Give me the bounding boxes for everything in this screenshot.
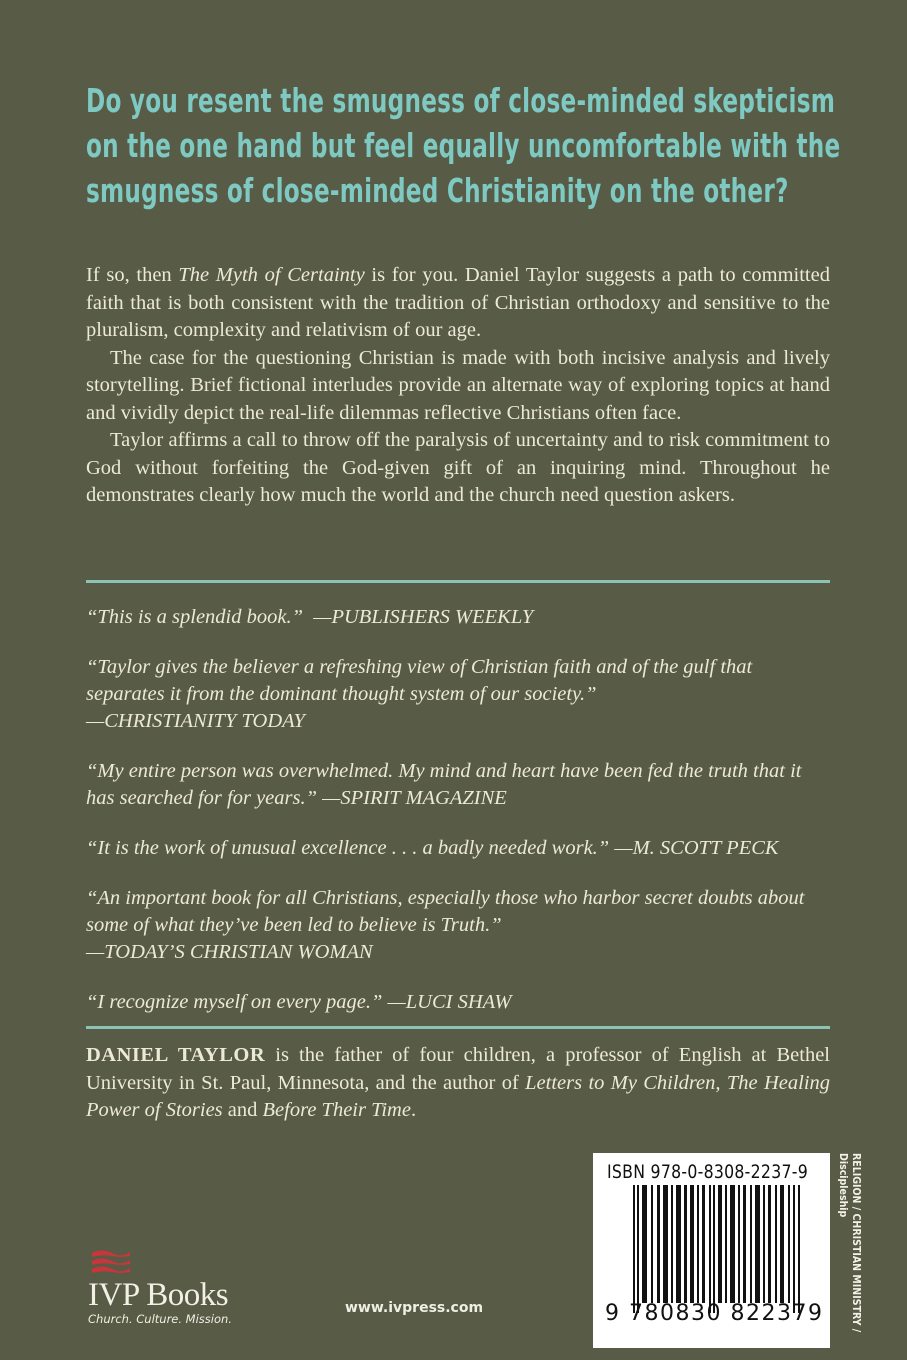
isbn-label: ISBN 978-0-8308-2237-9 bbox=[607, 1161, 808, 1183]
text: . bbox=[410, 1099, 417, 1121]
quote-source: —LUCI SHAW bbox=[387, 991, 512, 1013]
headline bbox=[86, 78, 847, 213]
isbn-digits: 9 780830 822379 bbox=[605, 1301, 824, 1326]
quote-text: “This is a splendid book.” bbox=[86, 606, 303, 628]
headline-line: on the one hand but feel equally uncomfortable with the bbox=[86, 126, 841, 165]
endorsement bbox=[86, 989, 830, 1016]
description bbox=[86, 262, 830, 510]
endorsement bbox=[86, 758, 830, 812]
divider bbox=[86, 580, 830, 583]
isbn-barcode bbox=[593, 1153, 830, 1348]
book-title: Letters to My Children, bbox=[525, 1071, 721, 1094]
quote-text: “Taylor gives the believer a refreshing view of Christian faith and of the gulf that separates it from the dominant thought system of our society.” bbox=[86, 656, 753, 705]
publisher-url: www.ivpress.com bbox=[345, 1300, 484, 1316]
text: is the father of four children, a professor of English at Bethel University in St. Paul, Minnesota, and the author of bbox=[86, 1044, 830, 1094]
quote-source: —CHRISTIANITY TODAY bbox=[86, 710, 305, 732]
description-paragraph: The case for the questioning Christian is made with both incisive analysis and lively storytelling. Brief fictional interludes provide an alternate way of exploring topics at hand and vividly depict the real-life dilemmas reflective Christians often face. bbox=[86, 346, 830, 424]
flag-icon bbox=[90, 1247, 132, 1277]
text: is for you. Daniel Taylor suggests a path to committed faith that is both consistent with the tradition of Christian orthodoxy and sensitive to the pluralism, complexity and relativism of our age. bbox=[86, 264, 830, 341]
book-title: The Myth of Certainty bbox=[178, 264, 365, 286]
endorsement bbox=[86, 885, 830, 966]
quote-text: “It is the work of unusual excellence . . . a badly needed work.” bbox=[86, 837, 610, 859]
endorsements bbox=[86, 604, 830, 1039]
book-title: The Healing Power of Stories bbox=[86, 1071, 831, 1121]
book-title: Before Their Time bbox=[262, 1099, 411, 1121]
category-line: Discipleship bbox=[837, 1153, 849, 1218]
text: and bbox=[222, 1099, 263, 1121]
endorsement bbox=[86, 835, 830, 862]
quote-source: —TODAY’S CHRISTIAN WOMAN bbox=[86, 941, 373, 963]
headline-line: smugness of close-minded Christianity on the other? bbox=[86, 171, 789, 210]
quote-source: —SPIRIT MAGAZINE bbox=[322, 787, 507, 809]
endorsement bbox=[86, 604, 830, 631]
publisher-name: IVP Books bbox=[88, 1277, 229, 1313]
quote-text: “An important book for all Christians, especially those who harbor secret doubts about some of what they’ve been led to believe is Truth.” bbox=[86, 887, 805, 936]
endorsement bbox=[86, 654, 830, 735]
publisher-logo bbox=[88, 1247, 232, 1326]
headline-line: Do you resent the smugness of close-minded skepticism bbox=[86, 81, 836, 120]
author-bio bbox=[86, 1042, 830, 1125]
description-paragraph: Taylor affirms a call to throw off the paralysis of uncertainty and to risk commitment to God without forfeiting the God-given gift of an inquiring mind. Throughout he demonstrates clearly how much the world and the church need question askers. bbox=[86, 429, 830, 506]
author-name: DANIEL TAYLOR bbox=[86, 1044, 266, 1066]
barcode-icon bbox=[633, 1185, 803, 1313]
description-paragraph bbox=[86, 262, 830, 345]
quote-source: —M. SCOTT PECK bbox=[614, 837, 779, 859]
quote-text: “My entire person was overwhelmed. My mind and heart have been fed the truth that it has searched for for years.” bbox=[86, 760, 802, 809]
quote-text: “I recognize myself on every page.” bbox=[86, 991, 383, 1013]
publisher-tagline: Church. Culture. Mission. bbox=[88, 1312, 232, 1326]
quote-source: —PUBLISHERS WEEKLY bbox=[313, 606, 534, 628]
category-label bbox=[836, 1153, 862, 1332]
text: If so, then bbox=[86, 264, 179, 286]
divider bbox=[86, 1026, 830, 1029]
category-line: RELIGION / CHRISTIAN MINISTRY / bbox=[850, 1153, 862, 1333]
